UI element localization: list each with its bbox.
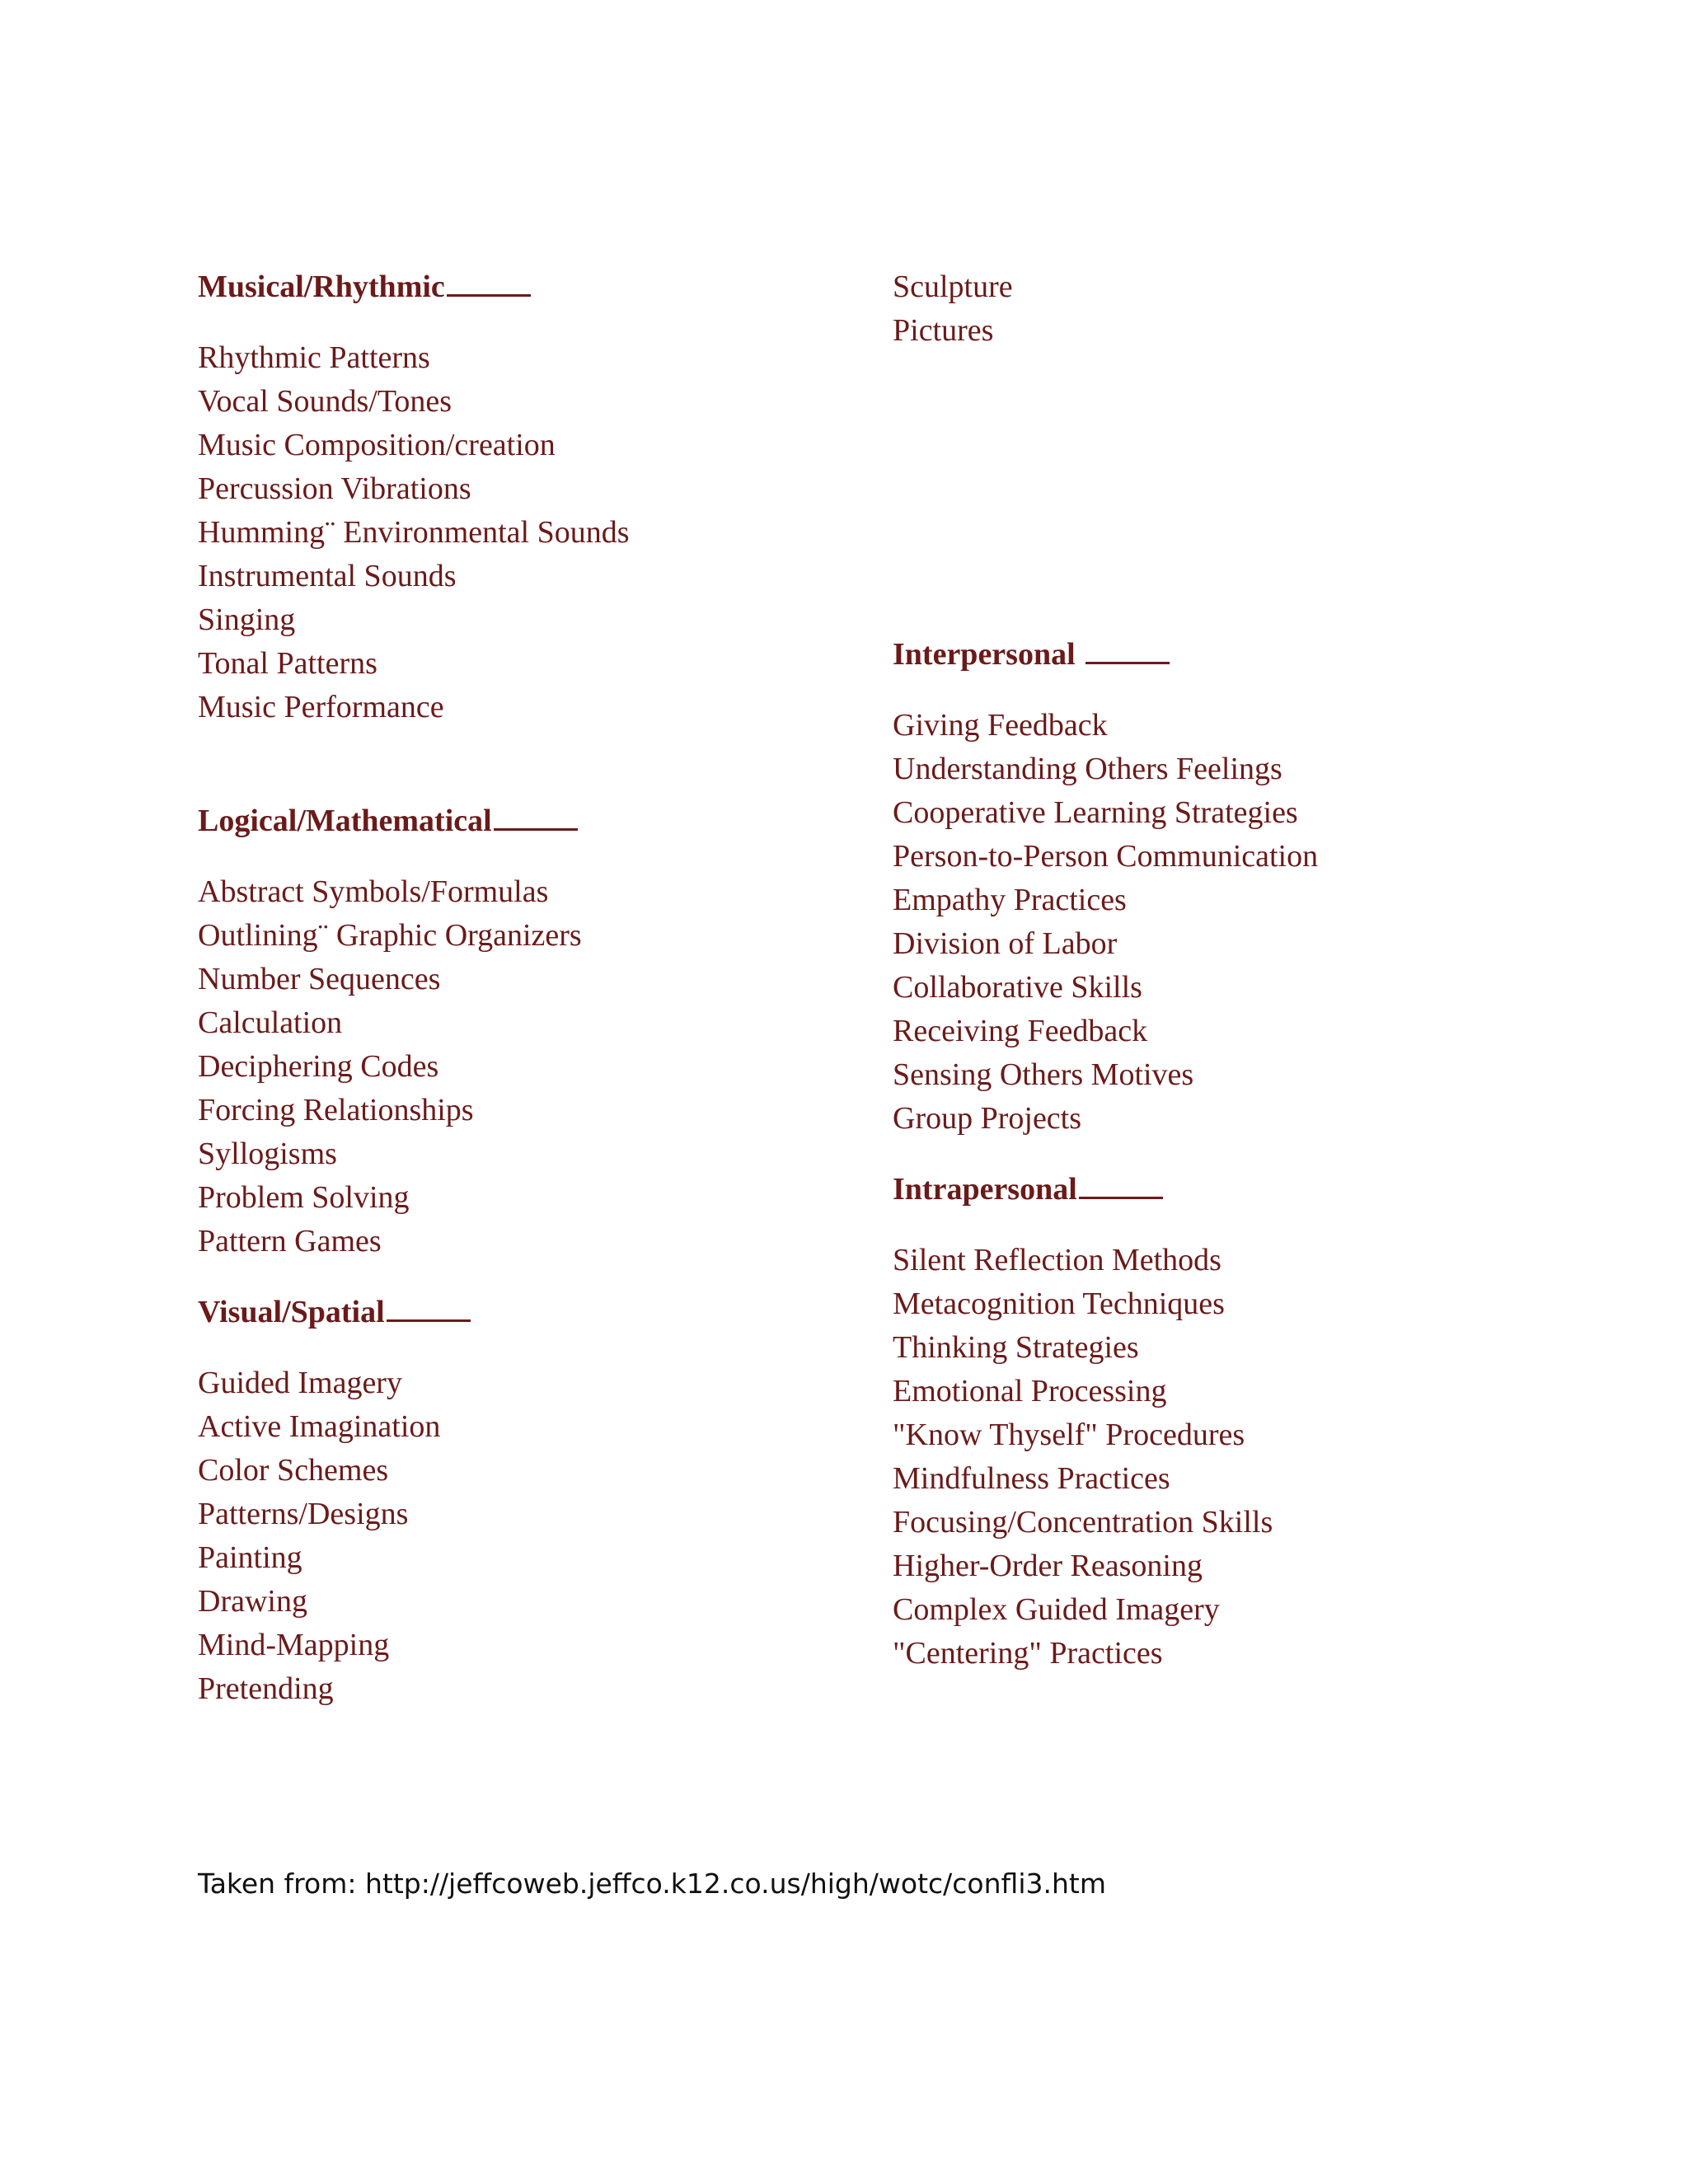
left-column	[198, 265, 874, 1711]
list-item: Mindfulness Practices	[893, 1461, 1170, 1496]
list-item: Higher-Order Reasoning	[893, 1549, 1203, 1583]
list-item: Complex Guided Imagery	[893, 1592, 1220, 1627]
source-citation: Taken from: http://jeffcoweb.jeffco.k12.co.us/high/wotc/confli3.htm	[198, 1868, 1106, 1900]
section-interpersonal	[893, 633, 1568, 1141]
list-item: Percussion Vibrations	[198, 471, 471, 506]
list-item: Rhythmic Patterns	[198, 340, 430, 375]
heading-text: Visual/Spatial	[198, 1295, 385, 1329]
list-item: Sensing Others Motives	[893, 1057, 1194, 1092]
list-item: Guided Imagery	[198, 1366, 402, 1400]
list-item: Understanding Others Feelings	[893, 752, 1282, 786]
section-heading	[198, 799, 874, 843]
list-item: Vocal Sounds/Tones	[198, 384, 452, 419]
section-heading	[198, 1291, 874, 1334]
section-heading	[893, 1168, 1568, 1212]
list-item: Pictures	[893, 313, 994, 348]
section-heading	[893, 633, 1568, 677]
section-visual-spatial	[198, 1291, 874, 1711]
list-item: Cooperative Learning Strategies	[893, 795, 1298, 830]
blank-line	[1085, 637, 1170, 664]
list-item: Pretending	[198, 1671, 334, 1706]
list-item: Thinking Strategies	[893, 1330, 1139, 1365]
list-item: Music Performance	[198, 690, 444, 724]
list-item: Forcing Relationships	[198, 1093, 474, 1127]
right-column	[893, 265, 1568, 1675]
list-item: Sculpture	[893, 269, 1013, 304]
item-list	[198, 1361, 874, 1711]
section-logical-mathematical	[198, 799, 874, 1263]
list-item: Receiving Feedback	[893, 1014, 1148, 1048]
list-item: Metacognition Techniques	[893, 1286, 1225, 1321]
list-item: Number Sequences	[198, 962, 441, 996]
list-item: Mind-Mapping	[198, 1628, 390, 1662]
item-list	[893, 1239, 1568, 1675]
list-item: Silent Reflection Methods	[893, 1243, 1221, 1277]
list-item: Empathy Practices	[893, 883, 1127, 917]
list-item: Drawing	[198, 1584, 307, 1619]
list-item: Problem Solving	[198, 1180, 410, 1215]
list-item: "Centering" Practices	[893, 1636, 1163, 1671]
continued-item-list	[893, 265, 1568, 353]
list-item: Pattern Games	[198, 1224, 382, 1258]
list-item: Humming¨ Environmental Sounds	[198, 515, 630, 550]
list-item: Group Projects	[893, 1101, 1082, 1136]
list-item: Patterns/Designs	[198, 1497, 409, 1531]
list-item: Tonal Patterns	[198, 646, 377, 681]
list-item: Calculation	[198, 1005, 343, 1040]
heading-text: Intrapersonal	[893, 1172, 1077, 1207]
list-item: "Know Thyself" Procedures	[893, 1418, 1245, 1452]
heading-text: Musical/Rhythmic	[198, 269, 445, 304]
list-item: Focusing/Concentration Skills	[893, 1505, 1273, 1540]
blank-line	[447, 269, 531, 297]
list-item: Instrumental Sounds	[198, 559, 457, 593]
list-item: Giving Feedback	[893, 708, 1108, 743]
list-item: Emotional Processing	[893, 1374, 1167, 1408]
list-item: Active Imagination	[198, 1409, 441, 1444]
list-item: Abstract Symbols/Formulas	[198, 874, 549, 909]
list-item: Painting	[198, 1540, 302, 1575]
section-intrapersonal	[893, 1168, 1568, 1675]
section-heading	[198, 265, 874, 309]
item-list	[198, 336, 874, 729]
list-item: Deciphering Codes	[198, 1049, 439, 1084]
item-list	[198, 870, 874, 1263]
list-item: Singing	[198, 602, 296, 637]
list-item: Outlining¨ Graphic Organizers	[198, 918, 582, 953]
list-item: Division of Labor	[893, 926, 1118, 961]
blank-line	[1079, 1172, 1163, 1199]
heading-text: Interpersonal	[893, 637, 1076, 672]
list-item: Syllogisms	[198, 1137, 337, 1171]
blank-line	[494, 804, 578, 831]
list-item: Collaborative Skills	[893, 970, 1142, 1005]
blank-line	[387, 1295, 471, 1322]
section-musical-rhythmic	[198, 265, 874, 729]
list-item: Color Schemes	[198, 1453, 389, 1488]
heading-text: Logical/Mathematical	[198, 804, 492, 838]
item-list	[893, 704, 1568, 1141]
list-item: Person-to-Person Communication	[893, 839, 1319, 874]
list-item: Music Composition/creation	[198, 428, 556, 462]
